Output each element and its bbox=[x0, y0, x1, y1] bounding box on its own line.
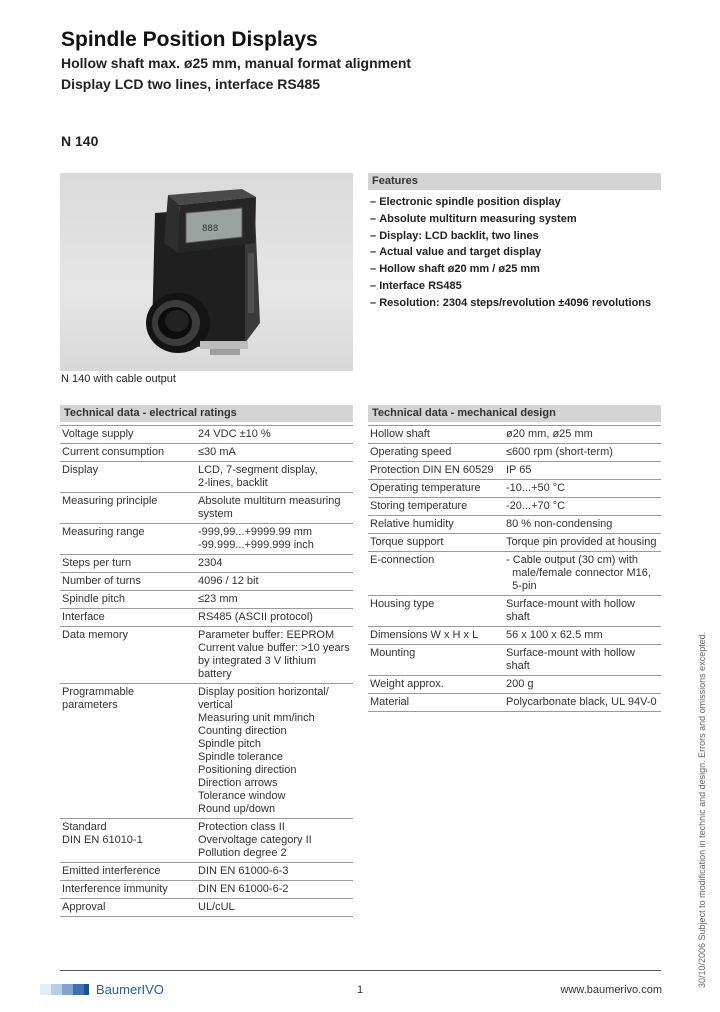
spec-value: Display position horizontal/ vertical Measuring unit mm/inch Counting direction Spindle pitch Spindle tolerance Positioning direction Direction arrows Tolerance window Round up/down bbox=[196, 684, 353, 819]
page-subtitle-1: Hollow shaft max. ø25 mm, manual format alignment bbox=[61, 55, 412, 71]
page-number: 1 bbox=[357, 984, 364, 996]
spec-value: ≤23 mm bbox=[196, 591, 353, 609]
spec-label: Measuring principle bbox=[60, 493, 196, 524]
spec-value: 80 % non-condensing bbox=[504, 516, 661, 534]
spec-label: Hollow shaft bbox=[368, 426, 504, 444]
spec-value: IP 65 bbox=[504, 462, 661, 480]
spec-value: ≤600 rpm (short-term) bbox=[504, 444, 661, 462]
mechanical-design-heading: Technical data - mechanical design bbox=[368, 405, 661, 422]
spec-row bbox=[368, 462, 661, 480]
spec-row bbox=[60, 426, 353, 444]
features-list bbox=[370, 194, 651, 312]
spec-row bbox=[368, 516, 661, 534]
features-heading: Features bbox=[368, 173, 661, 190]
spec-label: Data memory bbox=[60, 627, 196, 684]
spec-row bbox=[60, 684, 353, 819]
spec-row bbox=[368, 444, 661, 462]
feature-item: – Absolute multiturn measuring system bbox=[370, 211, 651, 228]
spec-label: Steps per turn bbox=[60, 555, 196, 573]
feature-item: – Display: LCD backlit, two lines bbox=[370, 228, 651, 245]
spec-label: Emitted interference bbox=[60, 863, 196, 881]
spec-value: Protection class II Overvoltage category II Pollution degree 2 bbox=[196, 819, 353, 863]
spec-row bbox=[368, 498, 661, 516]
spec-value: RS485 (ASCII protocol) bbox=[196, 609, 353, 627]
spec-row bbox=[60, 555, 353, 573]
spec-label: Programmable parameters bbox=[60, 684, 196, 819]
spec-value: Surface-mount with hollow shaft bbox=[504, 645, 661, 676]
spec-row bbox=[60, 819, 353, 863]
spec-label: Current consumption bbox=[60, 444, 196, 462]
spec-value: 56 x 100 x 62.5 mm bbox=[504, 627, 661, 645]
spec-row bbox=[368, 627, 661, 645]
brand-name: BaumerIVO bbox=[96, 982, 164, 997]
spec-row bbox=[60, 591, 353, 609]
spec-value: Polycarbonate black, UL 94V-0 bbox=[504, 694, 661, 712]
product-photo bbox=[60, 173, 353, 371]
spec-label: Standard DIN EN 61010-1 bbox=[60, 819, 196, 863]
spec-label: Operating temperature bbox=[368, 480, 504, 498]
spec-label: Interface bbox=[60, 609, 196, 627]
electrical-ratings-heading: Technical data - electrical ratings bbox=[60, 405, 353, 422]
footer-divider bbox=[60, 970, 661, 971]
mechanical-design-table bbox=[368, 425, 661, 712]
spec-row bbox=[60, 609, 353, 627]
spec-value: ≤30 mA bbox=[196, 444, 353, 462]
spec-row bbox=[60, 881, 353, 899]
spec-row bbox=[60, 444, 353, 462]
page-subtitle-2: Display LCD two lines, interface RS485 bbox=[61, 76, 321, 92]
spec-value: LCD, 7-segment display, 2-lines, backlit bbox=[196, 462, 353, 493]
svg-text:888: 888 bbox=[202, 224, 219, 234]
spec-value: DIN EN 61000-6-3 bbox=[196, 863, 353, 881]
feature-item: – Interface RS485 bbox=[370, 278, 651, 295]
spec-row bbox=[60, 899, 353, 917]
photo-caption: N 140 with cable output bbox=[61, 373, 176, 385]
page-title: Spindle Position Displays bbox=[61, 28, 318, 51]
spec-value: 4096 / 12 bit bbox=[196, 573, 353, 591]
spec-label: Weight approx. bbox=[368, 676, 504, 694]
spec-value: ø20 mm, ø25 mm bbox=[504, 426, 661, 444]
spec-row bbox=[368, 426, 661, 444]
spec-value: Parameter buffer: EEPROM Current value buffer: >10 years by integrated 3 V lithium battery bbox=[196, 627, 353, 684]
spec-row bbox=[368, 676, 661, 694]
spec-label: Display bbox=[60, 462, 196, 493]
spec-value: Torque pin provided at housing bbox=[504, 534, 661, 552]
spec-label: Mounting bbox=[368, 645, 504, 676]
spec-row bbox=[60, 627, 353, 684]
spec-label: Operating speed bbox=[368, 444, 504, 462]
spec-label: Housing type bbox=[368, 596, 504, 627]
spec-label: Dimensions W x H x L bbox=[368, 627, 504, 645]
model-number: N 140 bbox=[61, 133, 99, 149]
feature-item: – Electronic spindle position display bbox=[370, 194, 651, 211]
spec-label: Measuring range bbox=[60, 524, 196, 555]
spec-value: DIN EN 61000-6-2 bbox=[196, 881, 353, 899]
spec-row bbox=[60, 493, 353, 524]
spec-label: Relative humidity bbox=[368, 516, 504, 534]
spec-row bbox=[60, 524, 353, 555]
spec-value: -20...+70 °C bbox=[504, 498, 661, 516]
spec-label: Approval bbox=[60, 899, 196, 917]
spec-label: E-connection bbox=[368, 552, 504, 596]
spec-label: Spindle pitch bbox=[60, 591, 196, 609]
spec-row bbox=[60, 462, 353, 493]
spec-row bbox=[60, 863, 353, 881]
spec-row bbox=[368, 534, 661, 552]
feature-item: – Actual value and target display bbox=[370, 244, 651, 261]
spec-value: -999,99...+9999.99 mm -99.999...+999.999 inch bbox=[196, 524, 353, 555]
spec-label: Protection DIN EN 60529 bbox=[368, 462, 504, 480]
spec-value: UL/cUL bbox=[196, 899, 353, 917]
feature-item: – Hollow shaft ø20 mm / ø25 mm bbox=[370, 261, 651, 278]
spec-value: 200 g bbox=[504, 676, 661, 694]
spec-row bbox=[368, 552, 661, 596]
spec-label: Torque support bbox=[368, 534, 504, 552]
spec-value: 2304 bbox=[196, 555, 353, 573]
spec-value: Absolute multiturn measuring system bbox=[196, 493, 353, 524]
spindle-display-illustration bbox=[60, 173, 353, 371]
spec-row bbox=[60, 573, 353, 591]
spec-label: Voltage supply bbox=[60, 426, 196, 444]
spec-label: Number of turns bbox=[60, 573, 196, 591]
spec-row bbox=[368, 596, 661, 627]
spec-value: 24 VDC ±10 % bbox=[196, 426, 353, 444]
spec-label: Storing temperature bbox=[368, 498, 504, 516]
spec-label: Material bbox=[368, 694, 504, 712]
spec-value: Surface-mount with hollow shaft bbox=[504, 596, 661, 627]
spec-row bbox=[368, 645, 661, 676]
feature-item: – Resolution: 2304 steps/revolution ±4096 revolutions bbox=[370, 295, 651, 312]
electrical-ratings-table bbox=[60, 425, 353, 917]
spec-value: -10...+50 °C bbox=[504, 480, 661, 498]
logo-mark-icon bbox=[40, 984, 89, 995]
website-link[interactable]: www.baumerivo.com bbox=[560, 984, 662, 996]
spec-label: Interference immunity bbox=[60, 881, 196, 899]
side-disclaimer: 30/10/2006 Subject to modification in technic and design. Errors and omissions excepted. bbox=[697, 631, 707, 988]
spec-row bbox=[368, 694, 661, 712]
spec-value: - Cable output (30 cm) with male/female connector M16, 5-pin bbox=[504, 552, 661, 596]
spec-row bbox=[368, 480, 661, 498]
brand-logo bbox=[40, 982, 164, 997]
